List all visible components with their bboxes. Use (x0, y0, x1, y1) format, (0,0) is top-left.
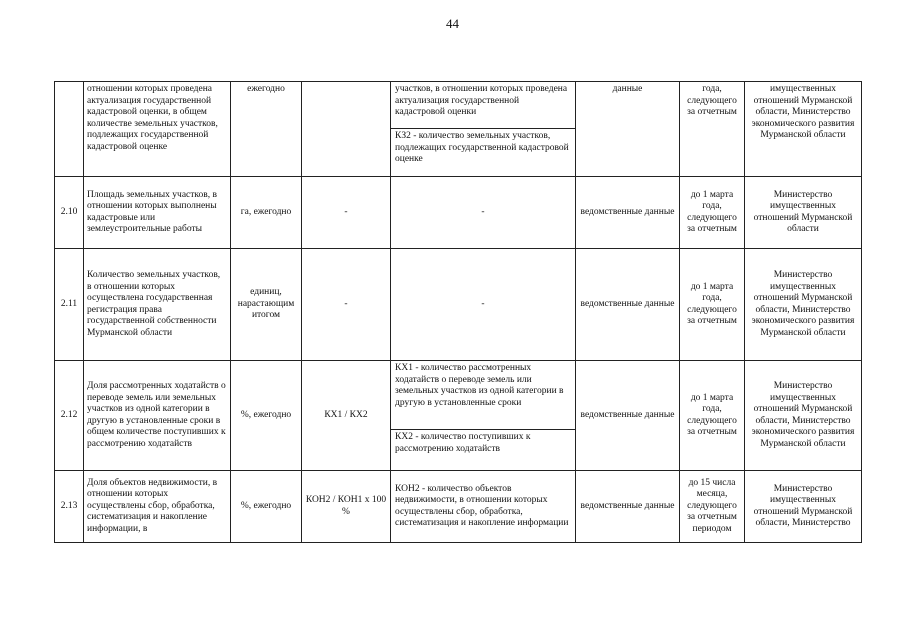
date-cell: до 15 числа месяца, следующего за отчетным периодом (680, 471, 745, 543)
indicator-name: Площадь земельных участков, в отношении которых выполнены кадастровые или землеустроительные работы (84, 177, 231, 249)
row-number: 2.13 (55, 471, 84, 543)
formula-cell (302, 82, 391, 177)
responsible-cell: имущественных отношений Мурманской области, Министерство экономического развития Мурманской области (745, 82, 862, 177)
source-cell: ведомственные данные (576, 177, 680, 249)
row-number: 2.11 (55, 249, 84, 361)
indicators-table (54, 81, 862, 543)
unit-cell: га, ежегодно (231, 177, 302, 249)
component-text: КХ1 - количество рассмотренных ходатайств о переводе земель или земельных участков из одной категории в другую в установленные сроки (395, 363, 564, 408)
date-cell: года, следующего за отчетным (680, 82, 745, 177)
unit-cell: %, ежегодно (231, 471, 302, 543)
source-cell: ведомственные данные (576, 361, 680, 471)
table-row (55, 82, 862, 177)
formula-cell: КОН2 / КОН1 х 100 % (302, 471, 391, 543)
component-text: участков, в отношении которых проведена актуализация государственной кадастровой оценки (395, 84, 568, 117)
indicator-name: Количество земельных участков, в отношении которых осуществлена государственная регистрация права государственной собственности Мурманской области (84, 249, 231, 361)
responsible-cell: Министерство имущественных отношений Мурманской области, Министерство экономического развития Мурманской области (745, 361, 862, 471)
components-cell (391, 361, 576, 471)
table-row (55, 249, 862, 361)
component-text: КХ2 - количество поступивших к рассмотрению ходатайств (391, 429, 575, 457)
page-number: 44 (446, 16, 459, 31)
table-row (55, 177, 862, 249)
source-cell: данные (576, 82, 680, 177)
date-cell: до 1 марта года, следующего за отчетным (680, 177, 745, 249)
unit-cell: ежегодно (231, 82, 302, 177)
table-row (55, 471, 862, 543)
row-number: 2.10 (55, 177, 84, 249)
component-text: КЗ2 - количество земельных участков, подлежащих государственной кадастровой оценке (391, 128, 575, 168)
components-cell: КОН2 - количество объектов недвижимости, в отношении которых осуществлены сбор, обработка, систематизация и накопление информации (391, 471, 576, 543)
unit-cell: %, ежегодно (231, 361, 302, 471)
row-number: 2.12 (55, 361, 84, 471)
components-cell (391, 82, 576, 177)
unit-cell: единиц, нарастающим итогом (231, 249, 302, 361)
responsible-cell: Министерство имущественных отношений Мурманской области, Министерство экономического развития Мурманской области (745, 249, 862, 361)
components-cell: - (391, 249, 576, 361)
formula-cell: - (302, 249, 391, 361)
formula-cell: КХ1 / КХ2 (302, 361, 391, 471)
source-cell: ведомственные данные (576, 249, 680, 361)
formula-cell: - (302, 177, 391, 249)
indicator-name: отношении которых проведена актуализация государственной кадастровой оценки, в общем количестве земельных участков, подлежащих государственной кадастровой оценке (84, 82, 231, 177)
responsible-cell: Министерство имущественных отношений Мурманской области, Министерство (745, 471, 862, 543)
table-row (55, 361, 862, 471)
components-cell: - (391, 177, 576, 249)
indicator-name: Доля объектов недвижимости, в отношении которых осуществлены сбор, обработка, систематизация и накопление информации, в (84, 471, 231, 543)
row-number (55, 82, 84, 177)
date-cell: до 1 марта года, следующего за отчетным (680, 249, 745, 361)
responsible-cell: Министерство имущественных отношений Мурманской области (745, 177, 862, 249)
date-cell: до 1 марта года, следующего за отчетным (680, 361, 745, 471)
indicator-name: Доля рассмотренных ходатайств о переводе земель или земельных участков из одной категории в другую в установленные сроки в общем количестве поступивших к рассмотрению ходатайств (84, 361, 231, 471)
source-cell: ведомственные данные (576, 471, 680, 543)
